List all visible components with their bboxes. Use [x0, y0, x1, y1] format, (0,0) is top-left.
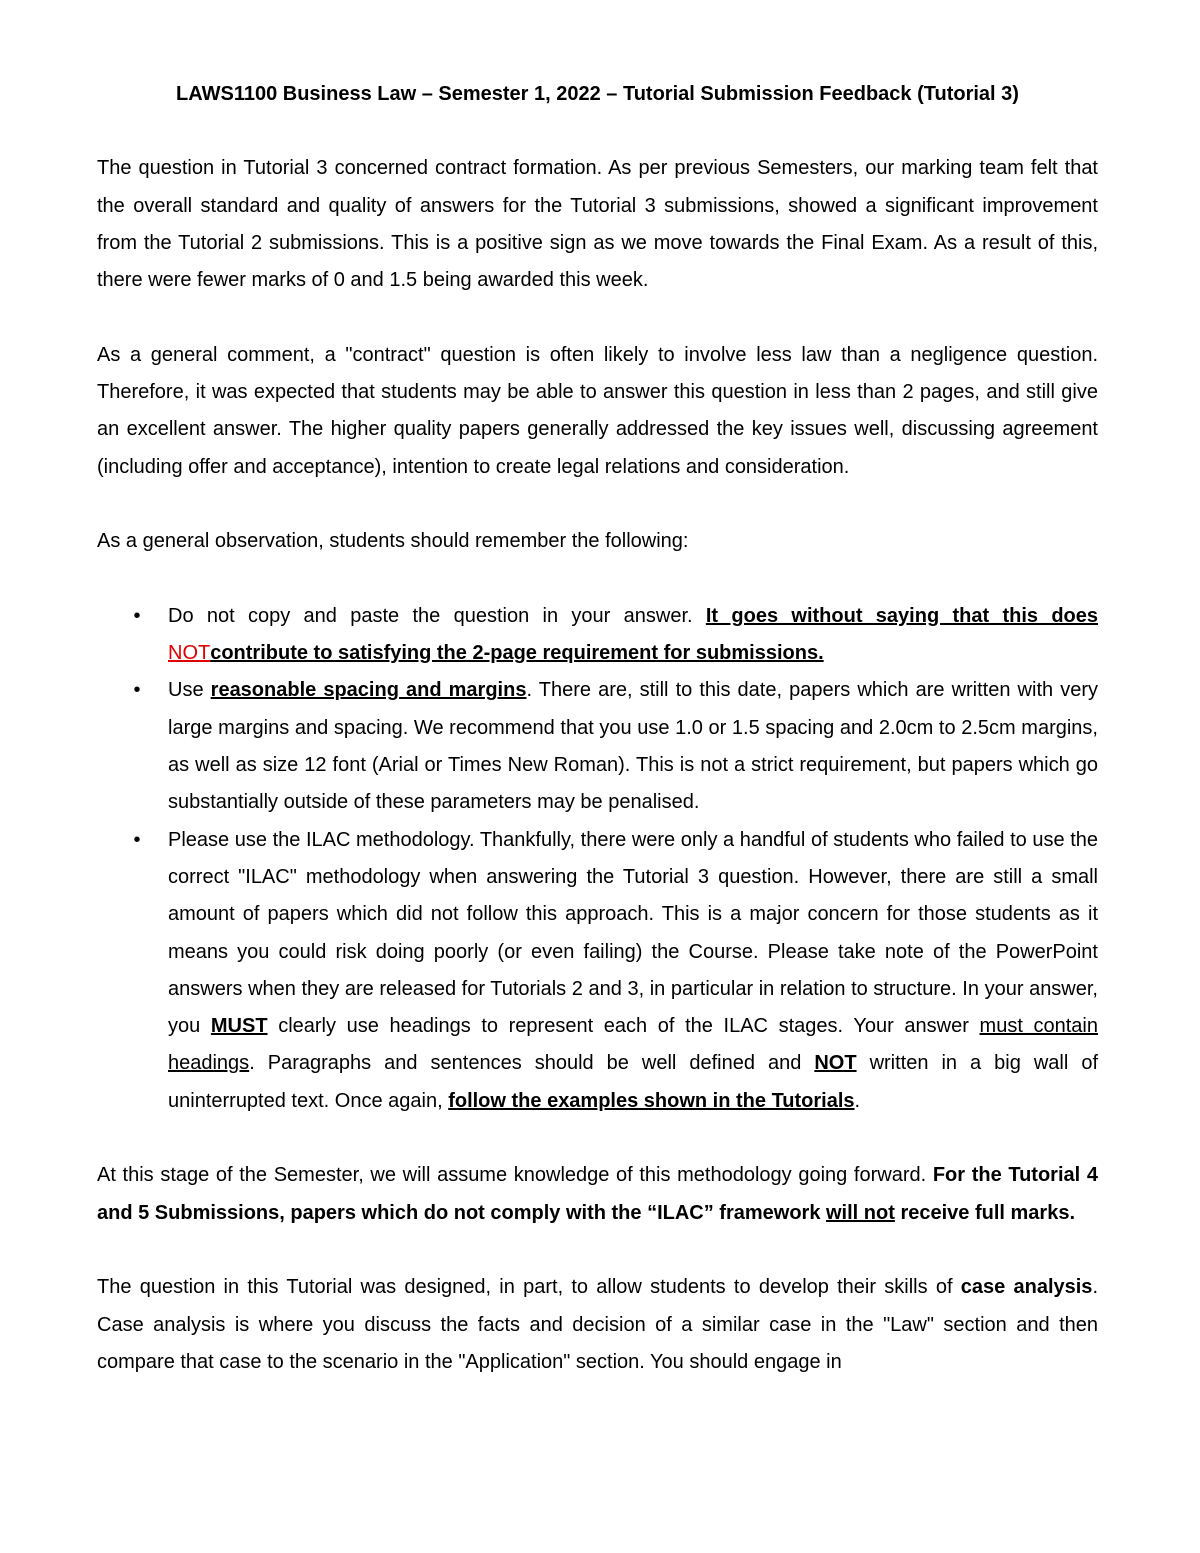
bullet3-not: NOT: [814, 1052, 857, 1075]
para5-text-1: The question in this Tutorial was designed, in part, to allow students to develop their skills of: [97, 1276, 961, 1299]
observation-list: [97, 598, 1098, 1120]
bullet-icon: •: [133, 828, 141, 851]
bullet3-text-4: written in a big wall of uninterrupted text. Once again,: [168, 1052, 1099, 1112]
paragraph-general-comment: As a general comment, a "contract" question is often likely to involve less law than a negligence question. Therefore, it was expected that students may be able to answer this question in less than 2 pages, and still give an excellent answer. The higher quality papers generally addressed the key issues well, discussing agreement (including offer and acceptance), intention to create legal relations and consideration.: [97, 343, 1098, 478]
bullet-icon: •: [133, 604, 141, 627]
bullet2-emphasis: reasonable spacing and margins: [210, 679, 527, 702]
paragraph-case-analysis: [97, 1269, 1098, 1381]
bullet1-red-not: NOT: [168, 642, 211, 665]
para4-will-not: will not: [826, 1201, 895, 1224]
bullet3-text-1: Please use the ILAC methodology. Thankfully, there were only a handful of students who failed to use the correct "ILAC" methodology when answering the Tutorial 3 question. However, there are still a small amount of papers which did not follow this approach. This is a major concern for those students as it means you could risk doing poorly (or even failing) the Course. Please take note of the PowerPoint answers when they are released for Tutorials 2 and 3, in particular in relation to structure. In your answer, you: [168, 828, 1098, 1038]
document-title: LAWS1100 Business Law – Semester 1, 2022 – Tutorial Submission Feedback (Tutorial 3): [176, 83, 1019, 105]
list-item-ilac: [97, 822, 1098, 1120]
bullet3-must-contain-headings: must contain headings: [168, 1015, 1098, 1075]
bullet2-text-rest: . There are, still to this date, papers which are written with very large margins and spacing. We recommend that you use 1.0 or 1.5 spacing and 2.0cm to 2.5cm margins, as well as size 12 font (Arial or Times New Roman). This is not a strict requirement, but papers which go substantially outside of these parameters may be penalised.: [168, 679, 1098, 814]
bullet2-text: Use: [168, 679, 211, 702]
paragraph-ilac-assumption: [97, 1157, 1098, 1232]
para5-text-2: . Case analysis is where you discuss the facts and decision of a similar case in the "Law" section and then compare that case to the scenario in the "Application" section. You should engage in: [97, 1276, 1098, 1373]
bullet1-emphasis-1: It goes without saying that this does: [705, 604, 1098, 627]
list-item-copy-paste: [97, 598, 1098, 673]
list-item-spacing: [97, 672, 1098, 821]
bullet3-must: MUST: [210, 1015, 268, 1038]
bullet3-text-2: clearly use headings to represent each of the ILAC stages. Your answer: [267, 1015, 980, 1038]
bullet3-text-3: . Paragraphs and sentences should be well defined and: [249, 1052, 815, 1075]
para4-bold-2: receive full marks.: [894, 1201, 1075, 1224]
document-page: [97, 76, 1098, 1418]
para4-bold-1: For the Tutorial 4 and 5 Submissions, papers which do not comply with the “ILAC” framework: [97, 1164, 1098, 1224]
bullet3-follow-examples: follow the examples shown in the Tutorials: [448, 1089, 855, 1112]
paragraph-intro: The question in Tutorial 3 concerned contract formation. As per previous Semesters, our marking team felt that the overall standard and quality of answers for the Tutorial 3 submissions, showed a significant improvement from the Tutorial 2 submissions. This is a positive sign as we move towards the Final Exam. As a result of this, there were fewer marks of 0 and 1.5 being awarded this week.: [97, 157, 1098, 292]
bullet1-text: Do not copy and paste the question in your answer.: [168, 604, 706, 627]
para5-case-analysis: case analysis: [960, 1276, 1093, 1299]
paragraph-observation: As a general observation, students should remember the following:: [97, 530, 689, 553]
bullet-icon: •: [133, 679, 141, 702]
bullet3-text-5: .: [854, 1089, 861, 1112]
para4-text: At this stage of the Semester, we will assume knowledge of this methodology going forward.: [97, 1164, 933, 1187]
bullet1-emphasis-2: contribute to satisfying the 2-page requirement for submissions.: [210, 642, 824, 665]
